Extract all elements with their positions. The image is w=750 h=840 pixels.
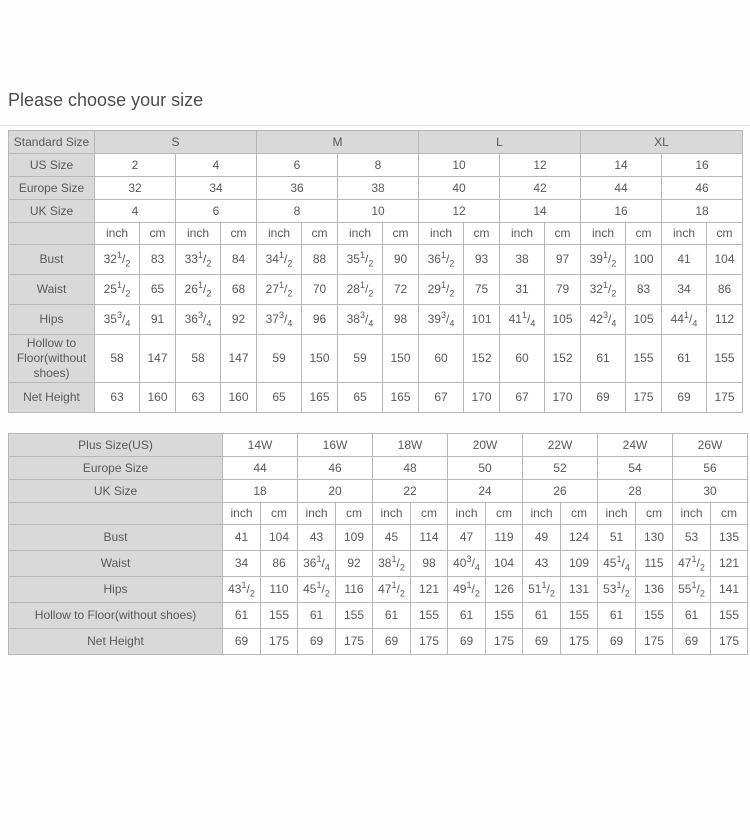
unit-cm-cell: cm xyxy=(561,503,598,525)
row-label-cell: Europe Size xyxy=(9,457,223,480)
measurement-value-cell: 38 xyxy=(500,245,545,275)
measurement-value-cell: 69 xyxy=(598,629,636,655)
unit-cm-cell: cm xyxy=(636,503,673,525)
row-label-cell: Waist xyxy=(9,275,95,305)
measurement-value-cell: 130 xyxy=(636,525,673,551)
page-title: Please choose your size xyxy=(8,90,204,110)
measurement-value-cell: $45^1/_4$ xyxy=(598,551,636,577)
unit-inch-cell: inch xyxy=(223,503,261,525)
unit-cm-cell: cm xyxy=(140,223,176,245)
measurement-value-cell: 165 xyxy=(383,383,419,413)
size-value-cell: 8 xyxy=(338,154,419,177)
measurement-value-cell: 175 xyxy=(711,629,748,655)
measurement-value-cell: 61 xyxy=(448,603,486,629)
row-label-cell: UK Size xyxy=(9,200,95,223)
unit-cm-cell: cm xyxy=(261,503,298,525)
unit-header-row xyxy=(9,223,743,245)
unit-inch-cell: inch xyxy=(176,223,221,245)
measurement-value-cell: 63 xyxy=(176,383,221,413)
measurement-value-cell: $32^1/_2$ xyxy=(581,275,626,305)
size-value-cell: 12 xyxy=(419,200,500,223)
unit-corner-cell xyxy=(9,223,95,245)
measurement-value-cell: $35^3/_4$ xyxy=(95,305,140,335)
measurement-value-cell: $38^3/_4$ xyxy=(338,305,383,335)
size-value-cell: 24 xyxy=(448,480,523,503)
measurement-value-cell: 175 xyxy=(261,629,298,655)
row-label-cell: Waist xyxy=(9,551,223,577)
measurement-value-cell: $47^1/_2$ xyxy=(673,551,711,577)
measurement-value-cell: 61 xyxy=(581,335,626,383)
standard-size-table xyxy=(8,130,743,413)
size-value-cell: 4 xyxy=(176,154,257,177)
measurement-value-cell: $40^3/_4$ xyxy=(448,551,486,577)
measurement-value-cell: 152 xyxy=(545,335,581,383)
measurement-value-cell: 69 xyxy=(448,629,486,655)
measurement-value-cell: 59 xyxy=(338,335,383,383)
measurement-value-cell: 93 xyxy=(464,245,500,275)
measurement-value-cell: 112 xyxy=(707,305,743,335)
measurement-value-cell: $47^1/_2$ xyxy=(373,577,411,603)
measurement-value-cell: $41^1/_4$ xyxy=(500,305,545,335)
unit-cm-cell: cm xyxy=(711,503,748,525)
measurement-value-cell: 91 xyxy=(140,305,176,335)
unit-cm-cell: cm xyxy=(707,223,743,245)
measurement-value-cell: 147 xyxy=(140,335,176,383)
size-value-cell: 38 xyxy=(338,177,419,200)
measurement-value-cell: 63 xyxy=(95,383,140,413)
measurement-row xyxy=(9,335,743,383)
measurement-value-cell: 69 xyxy=(673,629,711,655)
size-value-cell: 32 xyxy=(95,177,176,200)
measurement-value-cell: $38^1/_2$ xyxy=(373,551,411,577)
measurement-value-cell: $53^1/_2$ xyxy=(598,577,636,603)
measurement-row xyxy=(9,245,743,275)
measurement-value-cell: 59 xyxy=(257,335,302,383)
plus-size-table xyxy=(8,433,748,655)
measurement-value-cell: 121 xyxy=(711,551,748,577)
measurement-value-cell: 69 xyxy=(373,629,411,655)
measurement-value-cell: 84 xyxy=(221,245,257,275)
measurement-value-cell: 60 xyxy=(419,335,464,383)
measurement-value-cell: 88 xyxy=(302,245,338,275)
measurement-value-cell: 104 xyxy=(261,525,298,551)
row-label-cell: Europe Size xyxy=(9,177,95,200)
size-row xyxy=(9,200,743,223)
measurement-value-cell: 69 xyxy=(223,629,261,655)
row-label-cell: Plus Size(US) xyxy=(9,434,223,457)
size-value-cell: 22W xyxy=(523,434,598,457)
unit-inch-cell: inch xyxy=(500,223,545,245)
measurement-value-cell: 170 xyxy=(545,383,581,413)
size-row xyxy=(9,177,743,200)
measurement-value-cell: 170 xyxy=(464,383,500,413)
measurement-value-cell: $26^1/_2$ xyxy=(176,275,221,305)
size-value-cell: 36 xyxy=(257,177,338,200)
unit-inch-cell: inch xyxy=(373,503,411,525)
size-group-cell: XL xyxy=(581,131,743,154)
size-row xyxy=(9,480,748,503)
measurement-value-cell: $36^3/_4$ xyxy=(176,305,221,335)
measurement-value-cell: 135 xyxy=(711,525,748,551)
measurement-value-cell: 61 xyxy=(662,335,707,383)
measurement-value-cell: 53 xyxy=(673,525,711,551)
unit-cm-cell: cm xyxy=(336,503,373,525)
measurement-value-cell: 175 xyxy=(561,629,598,655)
size-value-cell: 50 xyxy=(448,457,523,480)
unit-inch-cell: inch xyxy=(673,503,711,525)
measurement-value-cell: $45^1/_2$ xyxy=(298,577,336,603)
size-value-cell: 52 xyxy=(523,457,598,480)
unit-inch-cell: inch xyxy=(581,223,626,245)
measurement-value-cell: 155 xyxy=(707,335,743,383)
measurement-value-cell: 61 xyxy=(223,603,261,629)
measurement-value-cell: $27^1/_2$ xyxy=(257,275,302,305)
size-value-cell: 30 xyxy=(673,480,748,503)
size-value-cell: 54 xyxy=(598,457,673,480)
measurement-value-cell: 90 xyxy=(383,245,419,275)
size-value-cell: 46 xyxy=(298,457,373,480)
measurement-value-cell: 165 xyxy=(302,383,338,413)
size-value-cell: 4 xyxy=(95,200,176,223)
measurement-value-cell: 155 xyxy=(336,603,373,629)
size-row xyxy=(9,457,748,480)
unit-inch-cell: inch xyxy=(419,223,464,245)
measurement-value-cell: 61 xyxy=(598,603,636,629)
measurement-value-cell: 100 xyxy=(626,245,662,275)
unit-inch-cell: inch xyxy=(257,223,302,245)
measurement-value-cell: 43 xyxy=(298,525,336,551)
measurement-value-cell: 65 xyxy=(140,275,176,305)
size-value-cell: 34 xyxy=(176,177,257,200)
measurement-value-cell: 175 xyxy=(626,383,662,413)
measurement-value-cell: 68 xyxy=(221,275,257,305)
measurement-value-cell: $32^1/_2$ xyxy=(95,245,140,275)
measurement-value-cell: 61 xyxy=(298,603,336,629)
measurement-value-cell: 175 xyxy=(486,629,523,655)
size-value-cell: 8 xyxy=(257,200,338,223)
measurement-value-cell: 124 xyxy=(561,525,598,551)
measurement-value-cell: 98 xyxy=(411,551,448,577)
measurement-value-cell: $42^3/_4$ xyxy=(581,305,626,335)
size-value-cell: 6 xyxy=(176,200,257,223)
measurement-value-cell: $25^1/_2$ xyxy=(95,275,140,305)
measurement-value-cell: 45 xyxy=(373,525,411,551)
separator-line xyxy=(0,125,750,126)
measurement-row xyxy=(9,383,743,413)
measurement-row xyxy=(9,305,743,335)
size-value-cell: 26 xyxy=(523,480,598,503)
row-label-cell: Bust xyxy=(9,525,223,551)
measurement-value-cell: 150 xyxy=(383,335,419,383)
unit-cm-cell: cm xyxy=(383,223,419,245)
measurement-value-cell: 60 xyxy=(500,335,545,383)
row-label-cell: US Size xyxy=(9,154,95,177)
measurement-value-cell: 155 xyxy=(411,603,448,629)
size-value-cell: 12 xyxy=(500,154,581,177)
size-value-cell: 16 xyxy=(662,154,743,177)
measurement-value-cell: 69 xyxy=(581,383,626,413)
measurement-value-cell: 96 xyxy=(302,305,338,335)
measurement-value-cell: 160 xyxy=(221,383,257,413)
row-label-cell: Net Height xyxy=(9,629,223,655)
measurement-value-cell: 61 xyxy=(673,603,711,629)
size-value-cell: 6 xyxy=(257,154,338,177)
size-value-cell: 16 xyxy=(581,200,662,223)
unit-inch-cell: inch xyxy=(523,503,561,525)
measurement-value-cell: 114 xyxy=(411,525,448,551)
measurement-value-cell: $33^1/_2$ xyxy=(176,245,221,275)
unit-inch-cell: inch xyxy=(95,223,140,245)
measurement-value-cell: 104 xyxy=(707,245,743,275)
measurement-value-cell: 86 xyxy=(261,551,298,577)
measurement-value-cell: 67 xyxy=(500,383,545,413)
measurement-value-cell: 105 xyxy=(545,305,581,335)
unit-cm-cell: cm xyxy=(221,223,257,245)
measurement-value-cell: 155 xyxy=(711,603,748,629)
measurement-value-cell: 175 xyxy=(707,383,743,413)
unit-inch-cell: inch xyxy=(598,503,636,525)
measurement-value-cell: $28^1/_2$ xyxy=(338,275,383,305)
measurement-value-cell: 160 xyxy=(140,383,176,413)
measurement-value-cell: $36^1/_2$ xyxy=(419,245,464,275)
unit-header-row xyxy=(9,503,748,525)
measurement-value-cell: 175 xyxy=(336,629,373,655)
measurement-row xyxy=(9,577,748,603)
size-value-cell: 44 xyxy=(223,457,298,480)
measurement-value-cell: 126 xyxy=(486,577,523,603)
size-value-cell: 20 xyxy=(298,480,373,503)
measurement-value-cell: 155 xyxy=(561,603,598,629)
measurement-value-cell: 41 xyxy=(662,245,707,275)
measurement-value-cell: $49^1/_2$ xyxy=(448,577,486,603)
measurement-value-cell: 92 xyxy=(336,551,373,577)
measurement-value-cell: 98 xyxy=(383,305,419,335)
measurement-value-cell: 92 xyxy=(221,305,257,335)
unit-inch-cell: inch xyxy=(338,223,383,245)
measurement-value-cell: 75 xyxy=(464,275,500,305)
unit-cm-cell: cm xyxy=(411,503,448,525)
measurement-value-cell: 69 xyxy=(662,383,707,413)
measurement-value-cell: 65 xyxy=(338,383,383,413)
measurement-value-cell: $43^1/_2$ xyxy=(223,577,261,603)
measurement-value-cell: 119 xyxy=(486,525,523,551)
size-group-cell: M xyxy=(257,131,419,154)
measurement-value-cell: 41 xyxy=(223,525,261,551)
size-value-cell: 42 xyxy=(500,177,581,200)
measurement-value-cell: 155 xyxy=(636,603,673,629)
measurement-row xyxy=(9,629,748,655)
measurement-value-cell: $29^1/_2$ xyxy=(419,275,464,305)
measurement-value-cell: 47 xyxy=(448,525,486,551)
unit-cm-cell: cm xyxy=(302,223,338,245)
measurement-value-cell: 155 xyxy=(486,603,523,629)
measurement-value-cell: 34 xyxy=(223,551,261,577)
measurement-value-cell: 86 xyxy=(707,275,743,305)
measurement-value-cell: $51^1/_2$ xyxy=(523,577,561,603)
size-value-cell: 18W xyxy=(373,434,448,457)
measurement-value-cell: 131 xyxy=(561,577,598,603)
row-label-cell: Hips xyxy=(9,577,223,603)
measurement-value-cell: 69 xyxy=(298,629,336,655)
size-group-cell: S xyxy=(95,131,257,154)
measurement-value-cell: 150 xyxy=(302,335,338,383)
size-value-cell: 2 xyxy=(95,154,176,177)
measurement-value-cell: $39^1/_2$ xyxy=(581,245,626,275)
measurement-row xyxy=(9,275,743,305)
size-value-cell: 26W xyxy=(673,434,748,457)
size-value-cell: 14 xyxy=(581,154,662,177)
measurement-row xyxy=(9,525,748,551)
measurement-value-cell: 97 xyxy=(545,245,581,275)
size-value-cell: 14W xyxy=(223,434,298,457)
measurement-value-cell: 109 xyxy=(561,551,598,577)
row-label-cell: UK Size xyxy=(9,480,223,503)
measurement-value-cell: 67 xyxy=(419,383,464,413)
measurement-value-cell: 58 xyxy=(95,335,140,383)
measurement-value-cell: $34^1/_2$ xyxy=(257,245,302,275)
unit-inch-cell: inch xyxy=(662,223,707,245)
measurement-value-cell: 136 xyxy=(636,577,673,603)
measurement-row xyxy=(9,603,748,629)
measurement-value-cell: 121 xyxy=(411,577,448,603)
unit-cm-cell: cm xyxy=(464,223,500,245)
measurement-value-cell: $44^1/_4$ xyxy=(662,305,707,335)
measurement-value-cell: 69 xyxy=(523,629,561,655)
row-label-cell: Net Height xyxy=(9,383,95,413)
unit-cm-cell: cm xyxy=(545,223,581,245)
measurement-value-cell: $37^3/_4$ xyxy=(257,305,302,335)
size-value-cell: 18 xyxy=(662,200,743,223)
size-value-cell: 10 xyxy=(338,200,419,223)
measurement-value-cell: 175 xyxy=(411,629,448,655)
size-value-cell: 40 xyxy=(419,177,500,200)
size-value-cell: 56 xyxy=(673,457,748,480)
measurement-value-cell: 65 xyxy=(257,383,302,413)
measurement-value-cell: 105 xyxy=(626,305,662,335)
measurement-value-cell: $35^1/_2$ xyxy=(338,245,383,275)
measurement-value-cell: 83 xyxy=(626,275,662,305)
size-value-cell: 48 xyxy=(373,457,448,480)
measurement-value-cell: 115 xyxy=(636,551,673,577)
size-guide-page xyxy=(0,90,750,655)
measurement-value-cell: 61 xyxy=(523,603,561,629)
size-value-cell: 18 xyxy=(223,480,298,503)
size-value-cell: 20W xyxy=(448,434,523,457)
size-value-cell: 44 xyxy=(581,177,662,200)
measurement-value-cell: 175 xyxy=(636,629,673,655)
measurement-value-cell: 101 xyxy=(464,305,500,335)
measurement-value-cell: $39^3/_4$ xyxy=(419,305,464,335)
measurement-value-cell: 152 xyxy=(464,335,500,383)
row-label-cell: Hollow to Floor(without shoes) xyxy=(9,603,223,629)
unit-inch-cell: inch xyxy=(448,503,486,525)
size-group-cell: L xyxy=(419,131,581,154)
size-value-cell: 16W xyxy=(298,434,373,457)
measurement-value-cell: 70 xyxy=(302,275,338,305)
measurement-value-cell: 147 xyxy=(221,335,257,383)
size-value-cell: 10 xyxy=(419,154,500,177)
row-label-cell: Hips xyxy=(9,305,95,335)
measurement-value-cell: 141 xyxy=(711,577,748,603)
size-value-cell: 22 xyxy=(373,480,448,503)
measurement-value-cell: 49 xyxy=(523,525,561,551)
corner-label-cell: Standard Size xyxy=(9,131,95,154)
measurement-value-cell: 31 xyxy=(500,275,545,305)
measurement-value-cell: 110 xyxy=(261,577,298,603)
measurement-value-cell: 104 xyxy=(486,551,523,577)
measurement-row xyxy=(9,551,748,577)
standard-header-row xyxy=(9,131,743,154)
measurement-value-cell: $55^1/_2$ xyxy=(673,577,711,603)
size-value-cell: 14 xyxy=(500,200,581,223)
measurement-value-cell: $36^1/_4$ xyxy=(298,551,336,577)
size-row xyxy=(9,434,748,457)
row-label-cell: Bust xyxy=(9,245,95,275)
measurement-value-cell: 155 xyxy=(261,603,298,629)
measurement-value-cell: 79 xyxy=(545,275,581,305)
measurement-value-cell: 109 xyxy=(336,525,373,551)
size-row xyxy=(9,154,743,177)
measurement-value-cell: 51 xyxy=(598,525,636,551)
size-value-cell: 28 xyxy=(598,480,673,503)
row-label-cell: Hollow to Floor(without shoes) xyxy=(9,335,95,383)
measurement-value-cell: 116 xyxy=(336,577,373,603)
unit-corner-cell xyxy=(9,503,223,525)
measurement-value-cell: 72 xyxy=(383,275,419,305)
measurement-value-cell: 61 xyxy=(373,603,411,629)
unit-inch-cell: inch xyxy=(298,503,336,525)
measurement-value-cell: 34 xyxy=(662,275,707,305)
unit-cm-cell: cm xyxy=(626,223,662,245)
measurement-value-cell: 43 xyxy=(523,551,561,577)
size-value-cell: 46 xyxy=(662,177,743,200)
unit-cm-cell: cm xyxy=(486,503,523,525)
measurement-value-cell: 58 xyxy=(176,335,221,383)
size-value-cell: 24W xyxy=(598,434,673,457)
measurement-value-cell: 83 xyxy=(140,245,176,275)
measurement-value-cell: 155 xyxy=(626,335,662,383)
